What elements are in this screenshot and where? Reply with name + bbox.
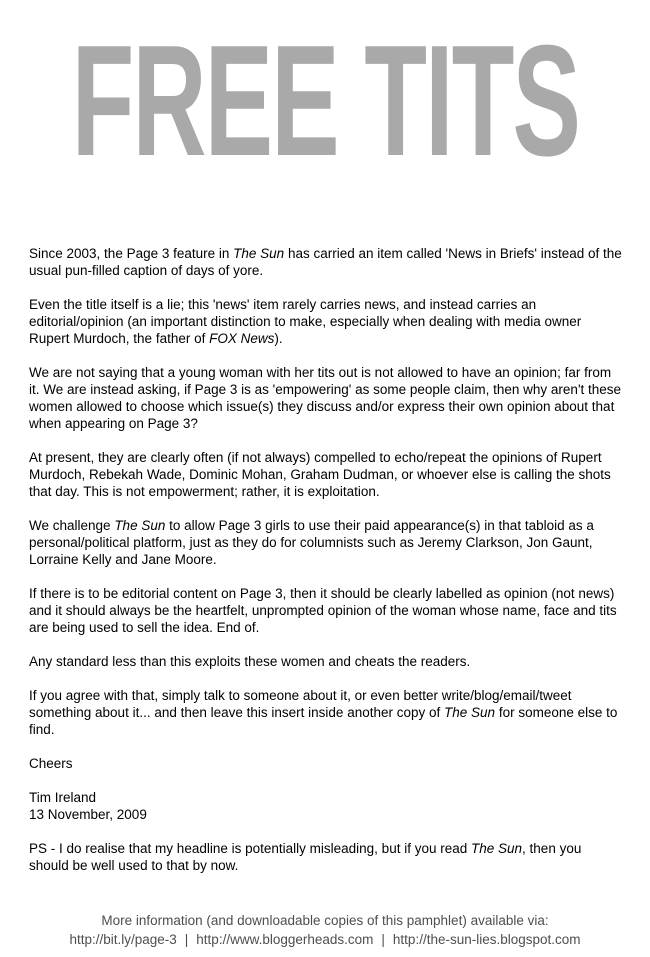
text-run: has carried an item called 'News in Briefs' instead of the usual pun-filled caption of days of yore.: [29, 246, 622, 278]
body-text: [29, 245, 622, 874]
text-run: Any standard less than this exploits these women and cheats the readers.: [29, 654, 471, 669]
italic-text-run: The Sun: [471, 841, 523, 856]
footer-link: http://bit.ly/page-3: [69, 932, 177, 947]
paragraph: [29, 755, 622, 772]
footer-separator: |: [184, 932, 189, 947]
text-run: for someone else to find.: [29, 705, 618, 737]
italic-text-run: The Sun: [444, 705, 496, 720]
footer-link: http://www.bloggerheads.com: [196, 932, 374, 947]
text-run: 13 November, 2009: [29, 807, 147, 822]
paragraph: [29, 296, 622, 347]
text-run: We are not saying that a young woman with her tits out is not allowed to have an opinion; far from it. We are instead asking, if Page 3 is as 'empowering' as some people claim, then why aren't these women allowed to choose which issue(s) they discuss and/or express their own opinion about that when appearing on Page 3?: [29, 365, 622, 431]
text-run: to allow Page 3 girls to use their paid appearance(s) in that tabloid as a personal/political platform, just as they do for columnists such as Jeremy Clarkson, Jon Gaunt, Lorraine Kelly and Jane Moore.: [29, 518, 594, 567]
text-run: If you agree with that, simply talk to someone about it, or even better write/blog/email/tweet something about it... and then leave this insert inside another copy of: [29, 688, 572, 720]
text-run: , then you should be well used to that by now.: [29, 841, 582, 873]
text-run: We challenge: [29, 518, 115, 533]
text-run: At present, they are clearly often (if not always) compelled to echo/repeat the opinions of Rupert Murdoch, Rebekah Wade, Dominic Mohan, Graham Dudman, or whoever else is calling the shots that day. This is not empowerment; rather, it is exploitation.: [29, 450, 611, 499]
paragraph: [29, 653, 622, 670]
text-run: If there is to be editorial content on Page 3, then it should be clearly labelled as opinion (not news) and it should always be the heartfelt, unprompted opinion of the woman whose name, face and tits are being used to sell the idea. End of.: [29, 586, 617, 635]
paragraph: [29, 449, 622, 500]
paragraph: [29, 687, 622, 738]
headline: FREE TITS: [71, 13, 579, 189]
text-run: ).: [274, 331, 283, 346]
footer-link: http://the-sun-lies.blogspot.com: [392, 932, 581, 947]
text-run: Cheers: [29, 756, 73, 771]
footer: [0, 911, 650, 949]
paragraph: [29, 245, 622, 279]
text-run: Even the title itself is a lie; this 'news' item rarely carries news, and instead carries an editorial/opinion (an important distinction to make, especially when dealing with media owner Rupert Murdoch, the father of: [29, 297, 582, 346]
footer-links: [0, 930, 650, 949]
headline-banner: [0, 13, 650, 189]
paragraph: [29, 789, 622, 823]
footer-separator: |: [381, 932, 385, 947]
text-run: Tim Ireland: [29, 790, 97, 805]
paragraph: [29, 840, 622, 874]
italic-text-run: FOX News: [209, 331, 275, 346]
paragraph: [29, 364, 622, 432]
text-run: Since 2003, the Page 3 feature in: [29, 246, 234, 261]
italic-text-run: The Sun: [233, 246, 285, 261]
paragraph: [29, 517, 622, 568]
text-run: PS - I do realise that my headline is potentially misleading, but if you read: [29, 841, 471, 856]
paragraph: [29, 585, 622, 636]
italic-text-run: The Sun: [114, 518, 166, 533]
footer-info-line: More information (and downloadable copies of this pamphlet) available via:: [101, 913, 549, 928]
